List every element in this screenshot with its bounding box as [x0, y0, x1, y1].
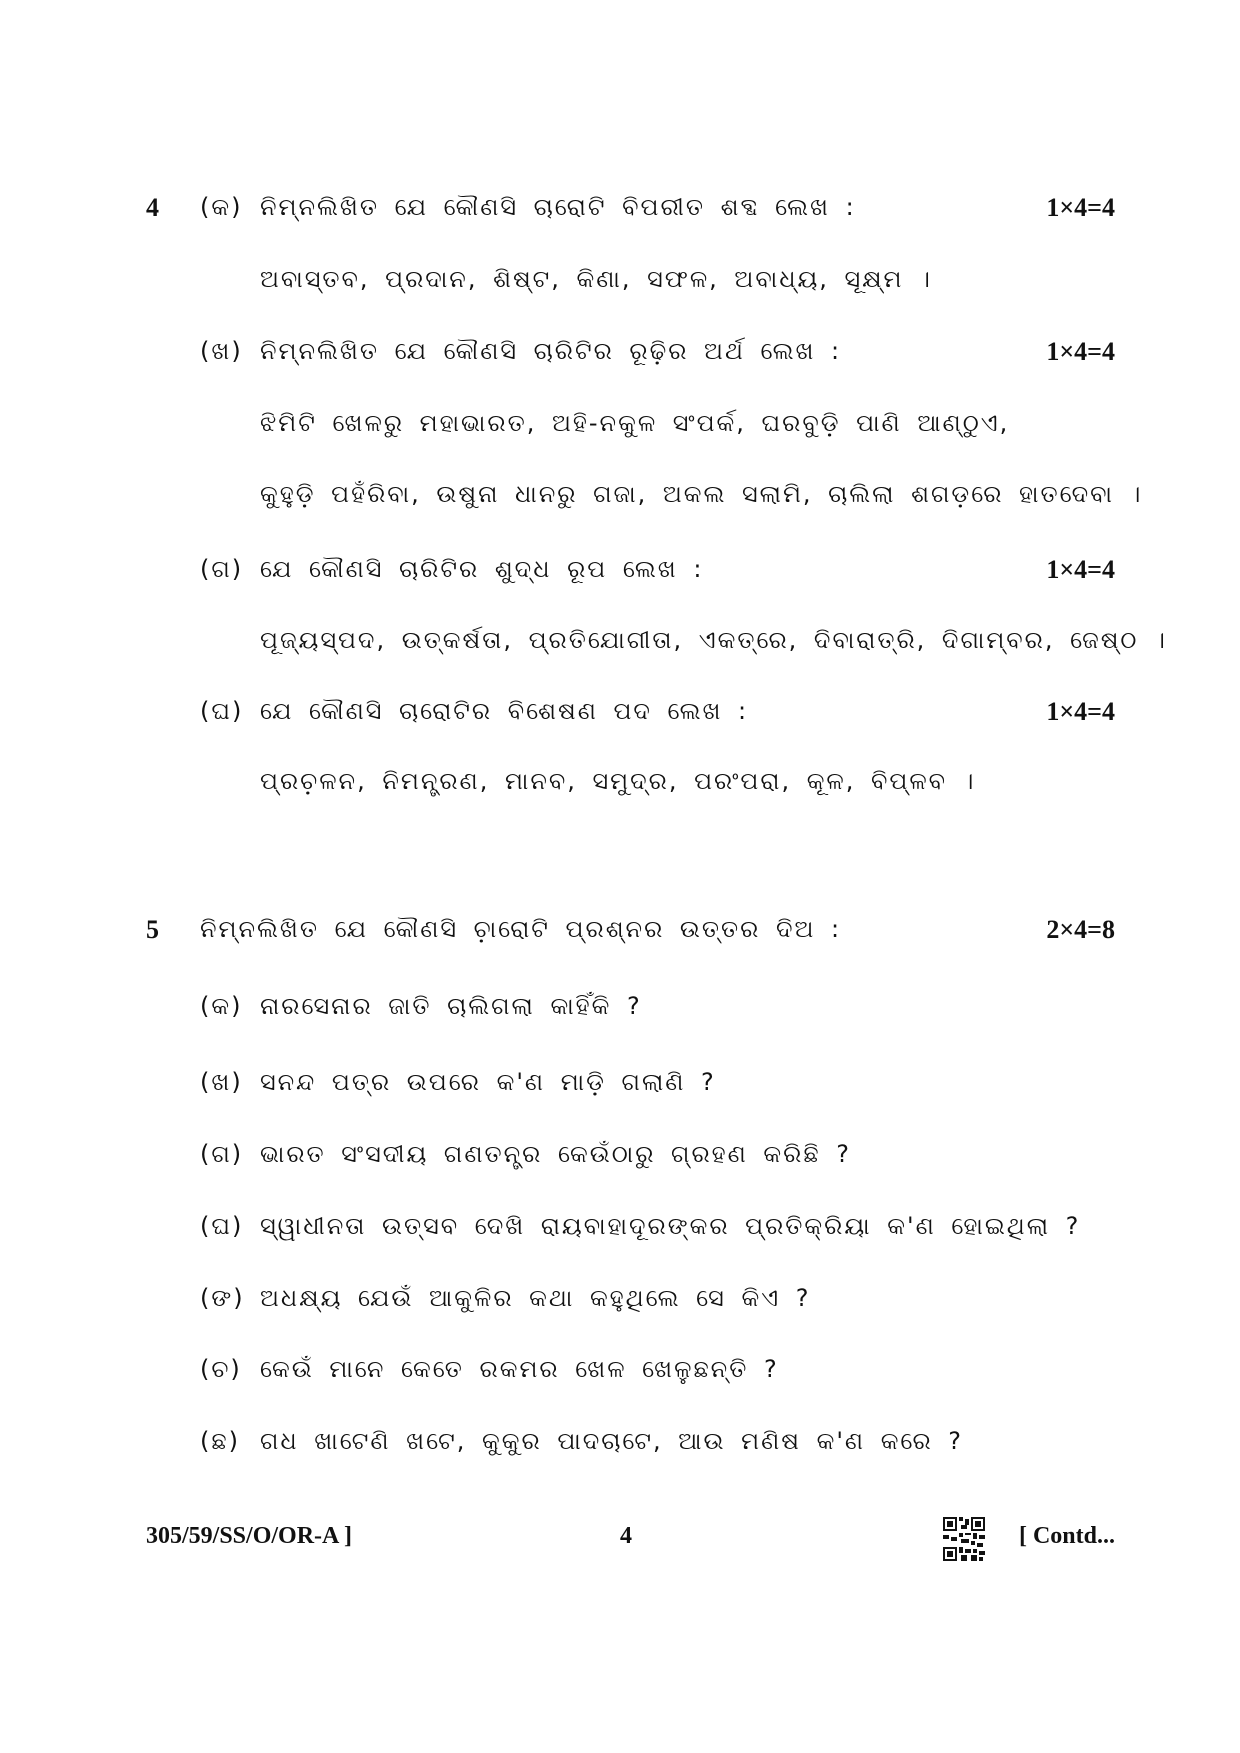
- q5-item-kha-label: (ଖ): [200, 1068, 243, 1096]
- q4-part-ka-marks: 1×4=4: [1046, 193, 1115, 222]
- q5-item-ka-label: (କ): [200, 992, 243, 1020]
- q4-part-ga-words: ପୂଜ୍ୟସ୍ପଦ, ଉତ୍କର୍ଷତା, ପ୍ରତିଯୋଗୀତା, ଏକତ୍ରେ, ଦିବାରାତ୍ରି, ଦିଗାମ୍ବର, ଜେଷ୍ଠ ।: [260, 626, 1167, 654]
- q5-item-gha: (ଘ) ସ୍ୱାଧୀନତା ଉତ୍ସବ ଦେଖି ରାୟବାହାଦୂରଙ୍କର ପ୍ରତିକ୍ରିୟା କ'ଣ ହୋଇଥିଲା ?: [200, 1212, 1081, 1240]
- q5-marks: 2×4=8: [1046, 915, 1115, 944]
- question-5-number: 5: [146, 915, 159, 944]
- q5-instruction: ନିମ୍ନଲିଖିତ ଯେ କୌଣସି ଚ଼ାରୋଟି ପ୍ରଶ୍ନର ଉତ୍ତର ଦିଅ :: [200, 915, 842, 943]
- qr-code-icon: [943, 1517, 985, 1561]
- continued-label: [ Contd...: [1018, 1523, 1115, 1549]
- q4-part-gha-words: ପ୍ରଚ଼ଳନ, ନିମନ୍ତ୍ରଣ, ମାନବ, ସମୁଦ୍ର, ପରଂପରା, କୂଳ, ବିପ୍ଳବ ।: [260, 767, 976, 795]
- q4-part-gha-label: (ଘ): [200, 697, 244, 725]
- q5-item-nga: (ଙ) ଅଧକ୍ଷ୍ୟ ଯେଉଁ ଆକୁଳିର କଥା କହୁଥିଲେ ସେ କିଏ ?: [200, 1284, 811, 1312]
- q5-item-ga-label: (ଗ): [200, 1140, 244, 1168]
- q4-part-ga-marks: 1×4=4: [1046, 555, 1115, 584]
- question-4-number: 4: [146, 193, 159, 222]
- q5-item-gha-label: (ଘ): [200, 1212, 244, 1240]
- paper-code: 305/59/SS/O/OR-A ]: [146, 1523, 353, 1549]
- q5-item-chha-label: (ଛ): [200, 1427, 240, 1455]
- q4-part-gha-instruction: (ଘ) ଯେ କୌଣସି ଚାରୋଟିର ବିଶେଷଣ ପଦ ଲେଖ :: [200, 697, 749, 725]
- q4-part-ga-instruction: (ଗ) ଯେ କୌଣସି ଚାରିଟିର ଶୁଦ୍ଧ ରୂପ ଲେଖ :: [200, 555, 704, 583]
- q4-part-gha-marks: 1×4=4: [1046, 697, 1115, 726]
- q5-item-ka: (କ) ନାରସେନାର ଜାତି ଚାଲିଗଲା କାହିଁକି ?: [200, 992, 642, 1020]
- q5-item-cha: (ଚ) କେଉଁ ମାନେ କେତେ ରକମର ଖେଳ ଖେଳୁଛନ୍ତି ?: [200, 1355, 779, 1383]
- q4-part-kha-line-2: କୁହୁଡ଼ି ପହଁରିବା, ଉଷୁନା ଧାନରୁ ଗଜା, ଅକଲ ସଲାମି, ଚାଲିଲା ଶଗଡ଼ରେ ହାତଦେବା ।: [260, 480, 1143, 508]
- q4-part-ka-words: ଅବାସ୍ତବ, ପ୍ରଦାନ, ଶିଷ୍ଟ, କିଣା, ସଫଳ, ଅବାଧ୍ୟ, ସୂକ୍ଷ୍ମ ।: [260, 265, 932, 293]
- q4-part-kha-label: (ଖ): [200, 337, 243, 365]
- q5-item-cha-label: (ଚ): [200, 1355, 242, 1383]
- q4-part-kha-line-1: ଝିମିଟି ଖେଳରୁ ମହାଭାରତ, ଅହି-ନକୁଳ ସଂପର୍କ, ଘରବୁଡ଼ି ପାଣି ଆଣ୍ଠୁଏ,: [260, 409, 1010, 437]
- q4-part-kha-instruction: (ଖ) ନିମ୍ନଲିଖିତ ଯେ କୌଣସି ଚାରିଟିର ରୂଢ଼ିର ଅର୍ଥ ଲେଖ :: [200, 337, 842, 365]
- q5-item-nga-label: (ଙ): [200, 1284, 245, 1312]
- page-number: 4: [620, 1523, 632, 1549]
- q5-item-ga: (ଗ) ଭାରତ ସଂସଦୀୟ ଗଣତନ୍ତ୍ର କେଉଁଠାରୁ ଗ୍ରହଣ କରିଛି ?: [200, 1140, 851, 1168]
- q4-part-kha-marks: 1×4=4: [1046, 337, 1115, 366]
- q4-part-ka-label: (କ): [200, 193, 243, 221]
- q4-part-ga-label: (ଗ): [200, 555, 244, 583]
- q5-item-kha: (ଖ) ସନନ୍ଦ ପତ୍ର ଉପରେ କ'ଣ ମାଡ଼ି ଗଲାଣି ?: [200, 1068, 716, 1096]
- q5-item-chha: (ଛ) ଗଧ ଖାଟେଣି ଖଟେ, କୁକୁର ପାଦଚାଟେ, ଆଉ ମଣିଷ କ'ଣ କରେ ?: [200, 1427, 964, 1455]
- q4-part-ka-instruction: (କ) ନିମ୍ନଲିଖିତ ଯେ କୌଣସି ଚାରୋଟି ବିପରୀତ ଶବ୍ଦ ଲେଖ :: [200, 193, 856, 221]
